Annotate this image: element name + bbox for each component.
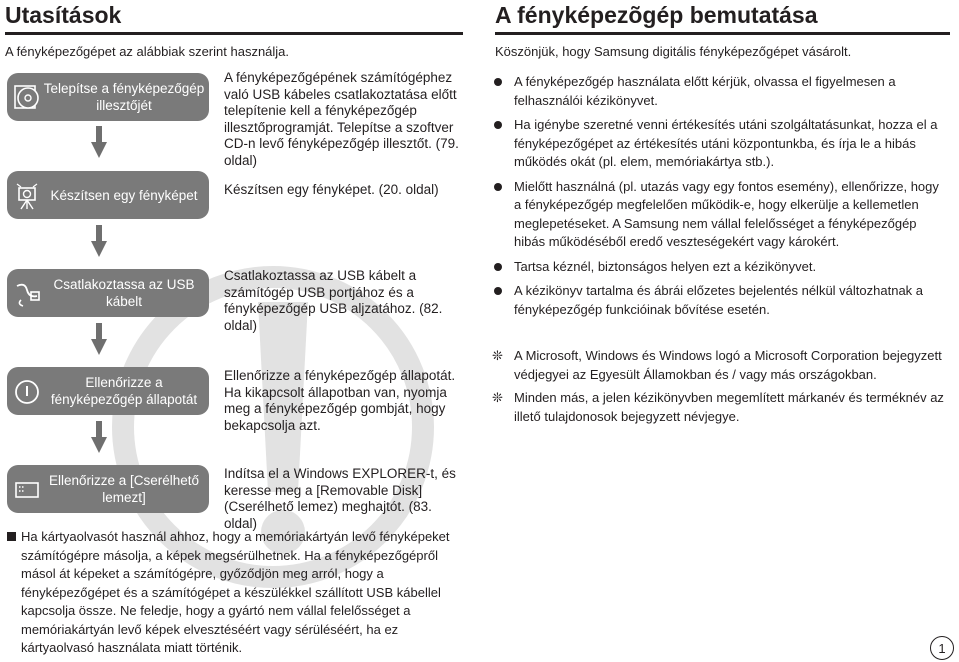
list-item <box>492 258 947 277</box>
list-item <box>492 116 947 172</box>
step-label: Készítsen egy fényképet <box>50 187 198 203</box>
step-install-driver <box>7 73 209 121</box>
list-item <box>492 73 947 110</box>
step-label: Telepítse a fényképezőgép illesztőjét <box>43 81 205 113</box>
list-item-text: A fényképezőgép használata előtt kérjük, olvassa el figyelmesen a felhasználói kézikönyvet. <box>514 74 896 108</box>
introduction-bullets <box>492 73 947 319</box>
step-connect-usb <box>7 269 209 317</box>
title-rule-right <box>495 32 950 35</box>
step-description: Indítsa el a Windows EXPLORER-t, és keresse meg a [Removable Disk] (Cserélhető lemez) meghajtót. (83. oldal) <box>224 466 456 531</box>
intro-right: Köszönjük, hogy Samsung digitális fényképezőgépet vásárolt. <box>495 44 852 59</box>
bullet-dot-icon <box>494 121 502 129</box>
list-item-text: Mielőtt használná (pl. utazás vagy egy fontos esemény), ellenőrizze, hogy a fényképezőgép megfelelően működik-e, hogy elkerülje a kellemetlen meglepetéseket. A Samsung nem vállal felelősséget a fényképezőgép hibás működéséből eredő veszteségekért vagy károkért. <box>514 178 939 249</box>
bullet-dot-icon <box>494 287 502 295</box>
list-item-text: Ha igénybe szeretné venni értékesítés utáni szolgáltatásunkat, hozza el a fényképezőgépet az értékesítés utáni központunkba, és írja le a hibás működés okát (pl. elem, memóriakártya stb.). <box>514 117 938 169</box>
bullet-dot-icon <box>494 263 502 271</box>
step-check-removable-disk <box>7 465 209 513</box>
trademark-notes <box>492 347 947 426</box>
bullet-dot-icon <box>494 183 502 191</box>
step-check-camera <box>7 367 209 415</box>
page-title-left: Utasítások <box>5 2 122 28</box>
down-arrow-icon <box>91 126 107 158</box>
step-label: Csatlakoztassa az USB kábelt <box>53 277 195 309</box>
list-item-text: Minden más, a jelen kézikönyvben megemlített márkanév és terméknév az illető tulajdonosok bejegyzett névjegye. <box>514 390 944 424</box>
bullet-dot-icon <box>494 78 502 86</box>
removable-disk-icon <box>13 474 41 504</box>
step-description: Ellenőrizze a fényképezőgép állapotát. Ha kikapcsolt állapotban van, nyomja meg a fényképezőgép gombját, hogy bekapcsolja azt. <box>224 368 456 433</box>
note-text: Ha kártyaolvasót használ ahhoz, hogy a memóriakártyán levő fényképeket számítógépre másolja, a képek megsérülhetnek. Ha a fényképezőgépről másol át képeket a számítógépre, győződjön meg arról, hogy a fényképezőgépet és a számítógépet a készülékkel szállított USB kábellel kapcsolja össze. Ne feledje, hogy a gyártó nem vállal felelősséget a memóriakártyán levő képek elvesztéséért vagy sérüléséért, ha ez kártyaolvasó használata miatt történik. <box>21 529 450 655</box>
list-item-text: Tartsa kéznél, biztonságos helyen ezt a kézikönyvet. <box>514 258 817 274</box>
asterisk-bullet-icon: ❊ <box>492 348 503 363</box>
down-arrow-icon <box>91 421 107 453</box>
camera-icon <box>13 180 41 210</box>
square-bullet-icon <box>7 532 16 541</box>
step-label: Ellenőrizze a fényképezőgép állapotát <box>50 375 198 407</box>
asterisk-bullet-icon: ❊ <box>492 390 503 405</box>
page-title-right: A fényképezõgép bemutatása <box>495 2 818 28</box>
card-reader-note <box>7 528 459 658</box>
list-item-text: A Microsoft, Windows és Windows logó a Microsoft Corporation bejegyzett védjegyei az Egyesült Államokban és / vagy más országokban. <box>514 348 942 382</box>
usb-cable-icon <box>13 278 41 308</box>
down-arrow-icon <box>91 323 107 355</box>
list-item <box>492 282 947 319</box>
step-description: Készítsen egy fényképet. (20. oldal) <box>224 182 439 197</box>
step-label: Ellenőrizze a [Cserélhető lemezt] <box>48 473 200 505</box>
list-item <box>492 178 947 252</box>
step-description: Csatlakoztassa az USB kábelt a számítógép USB portjához és a fényképezőgép USB aljzatához. (82. oldal) <box>224 268 443 333</box>
list-item-text: A kézikönyv tartalma és ábrái előzetes bejelentés nélkül változhatnak a fényképezőgép funkcióinak bővítése esetén. <box>514 283 924 317</box>
title-rule-left <box>5 32 463 35</box>
page-number: 1 <box>930 636 954 660</box>
list-item <box>492 389 947 426</box>
intro-left: A fényképezőgépet az alábbiak szerint használja. <box>5 44 290 59</box>
step-take-photo <box>7 171 209 219</box>
power-icon <box>13 376 41 406</box>
cd-install-icon <box>13 82 41 112</box>
step-description: A fényképezőgépének számítógéphez való USB kábeles csatlakoztatása előtt telepítenie kell a fényképezőgép illesztőprogramját. Telepítse a szoftver CD-n levő fényképezőgép illesztőt. (79. oldal) <box>224 70 459 168</box>
list-item <box>492 347 947 384</box>
down-arrow-icon <box>91 225 107 257</box>
